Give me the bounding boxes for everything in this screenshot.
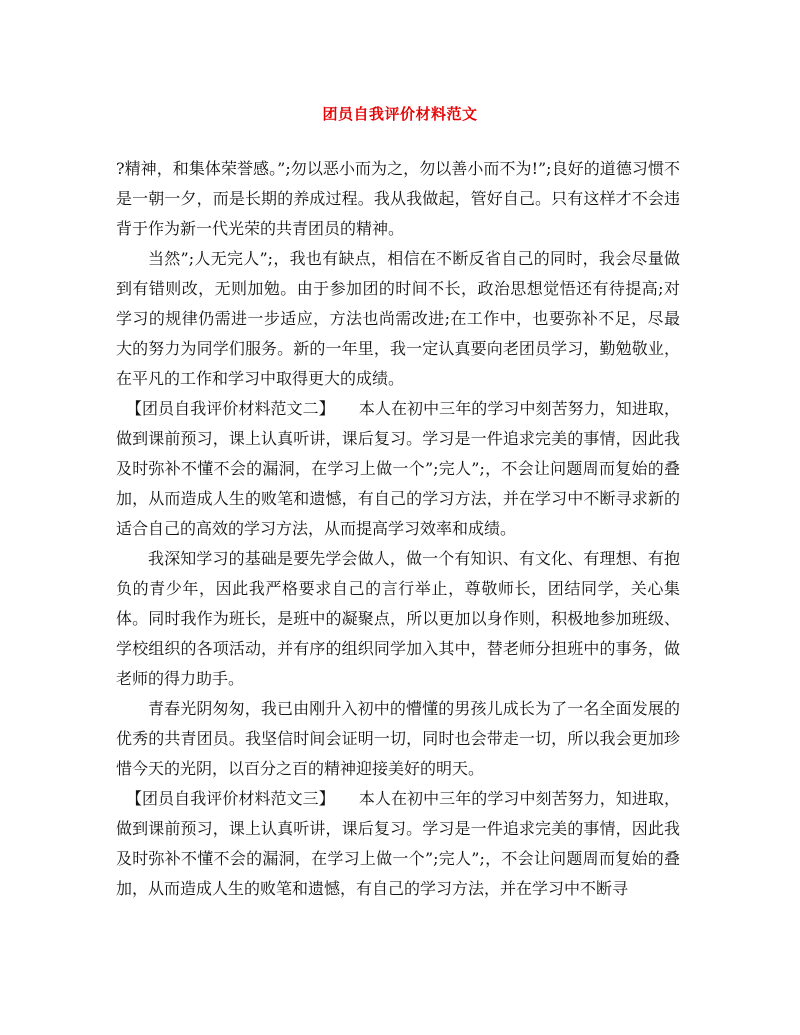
paragraph-3: 【团员自我评价材料范文二】 本人在初中三年的学习中刻苦努力，知进取，做到课前预习，课上认真听讲，课后复习。学习是一件追求完美的事情，因此我及时弥补不懂不会的漏洞，在学习上做一个”;完人”;，不会让问题周而复始的叠加，从而造成人生的败笔和遗憾，有自己的学习方法，并在学习中不断寻求新的适合自己的高效的学习方法，从而提高学习效率和成绩。 [116,399,680,538]
paragraph-5: 青春光阴匆匆，我已由刚升入初中的懵懂的男孩儿成长为了一名全面发展的优秀的共青团员。我坚信时间会证明一切，同时也会带走一切，所以我会更加珍惜今天的光阴，以百分之百的精神迎接美好的明天。 [116,699,680,778]
document-body [116,154,680,904]
paragraph-2: 当然”;人无完人”;，我也有缺点，相信在不断反省自己的同时，我会尽量做到有错则改，无则加勉。由于参加团的时间不长，政治思想觉悟还有待提高;对学习的规律仍需进一步适应，方法也尚需改进;在工作中，也要弥补不足，尽最大的努力为同学们服务。新的一年里，我一定认真要向老团员学习，勤勉敬业，在平凡的工作和学习中取得更大的成绩。 [116,249,680,388]
document-title: 团员自我评价材料范文 [322,105,478,123]
paragraph-6: 【团员自我评价材料范文三】 本人在初中三年的学习中刻苦努力，知进取，做到课前预习，课上认真听讲，课后复习。学习是一件追求完美的事情，因此我及时弥补不懂不会的漏洞，在学习上做一个”;完人”;，不会让问题周而复始的叠加，从而造成人生的败笔和遗憾，有自己的学习方法，并在学习中不断寻 [116,789,680,898]
paragraph-4: 我深知学习的基础是要先学会做人，做一个有知识、有文化、有理想、有抱负的青少年，因此我严格要求自己的言行举止，尊敬师长，团结同学，关心集体。同时我作为班长，是班中的凝聚点，所以更加以身作则，积极地参加班级、学校组织的各项活动，并有序的组织同学加入其中，替老师分担班中的事务，做老师的得力助手。 [116,549,680,688]
paragraph-1: ?精神，和集体荣誉感。”;勿以恶小而为之，勿以善小而不为!”;良好的道德习惯不是一朝一夕，而是长期的养成过程。我从我做起，管好自己。只有这样才不会违背于作为新一代光荣的共青团员的精神。 [116,159,680,238]
